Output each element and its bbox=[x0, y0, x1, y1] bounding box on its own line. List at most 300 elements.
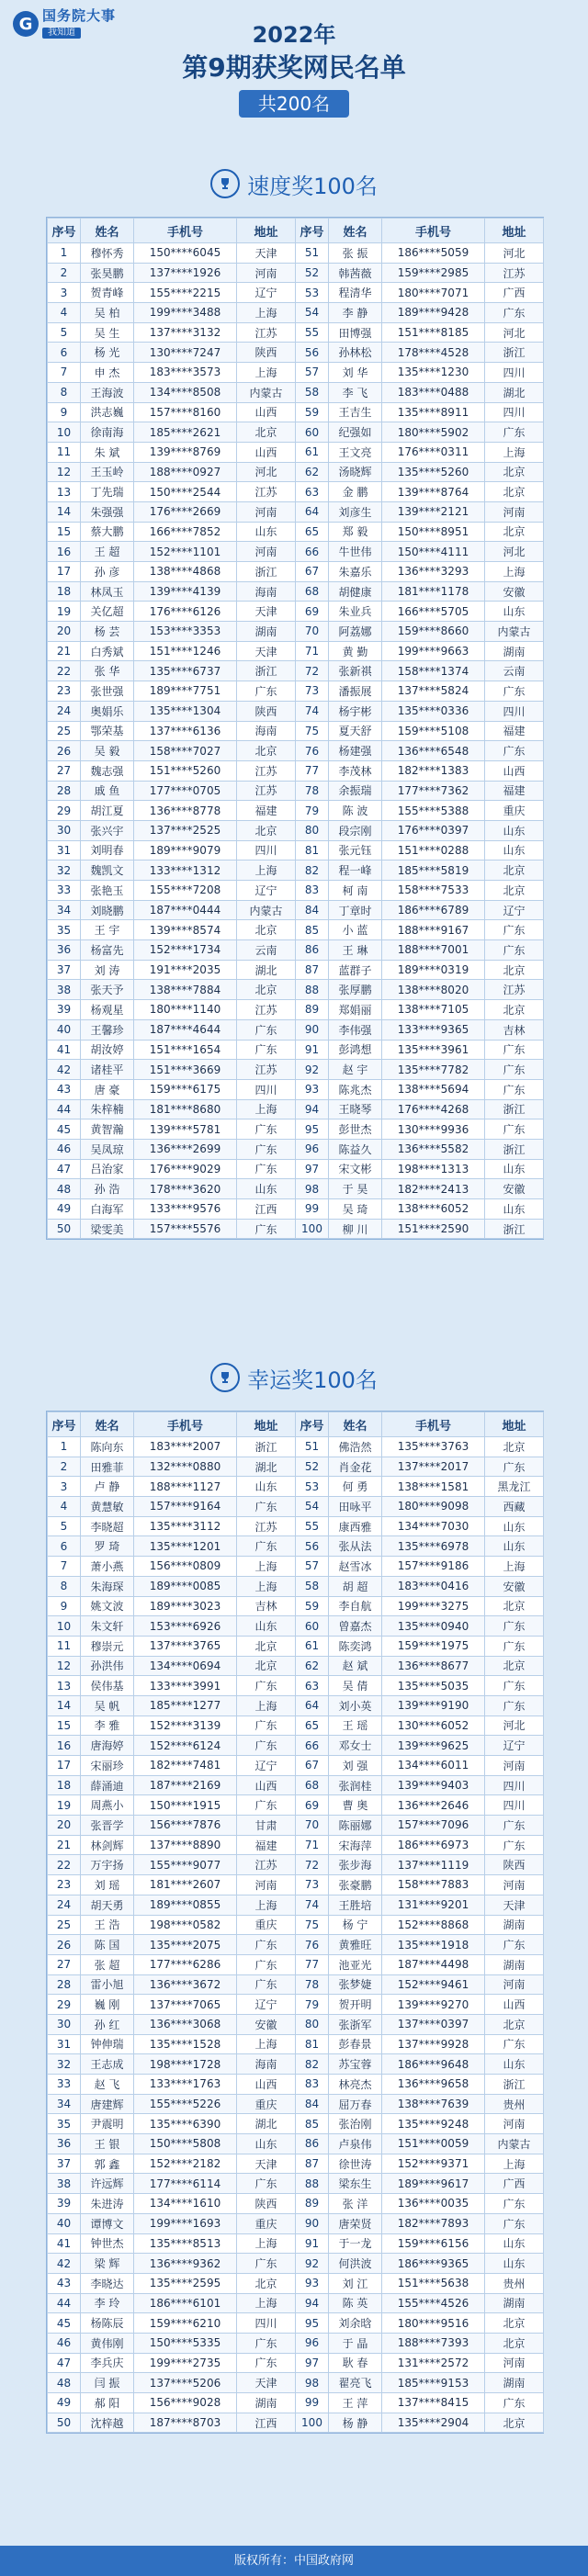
cell-name: 彭世杰 bbox=[329, 1119, 382, 1140]
cell-index: 29 bbox=[48, 1995, 81, 2015]
cell-phone: 135****1304 bbox=[134, 701, 237, 721]
cell-phone: 137****1119 bbox=[382, 1855, 485, 1875]
cell-phone: 137****2017 bbox=[382, 1457, 485, 1477]
table-row bbox=[48, 1119, 544, 1140]
table-row bbox=[48, 960, 544, 980]
cell-index: 4 bbox=[48, 1497, 81, 1517]
cell-address: 北京 bbox=[237, 422, 296, 443]
cell-name: 贺开明 bbox=[329, 1995, 382, 2015]
cell-index: 94 bbox=[296, 2293, 329, 2313]
cell-address: 北京 bbox=[485, 1000, 544, 1020]
cell-name: 杨 光 bbox=[81, 343, 134, 363]
cell-index: 17 bbox=[48, 562, 81, 582]
cell-phone: 136****5582 bbox=[382, 1139, 485, 1159]
cell-name: 黄智瀚 bbox=[81, 1119, 134, 1140]
cell-index: 88 bbox=[296, 2174, 329, 2194]
cell-name: 郭 鑫 bbox=[81, 2154, 134, 2174]
cell-phone: 188****1127 bbox=[134, 1477, 237, 1497]
cell-index: 63 bbox=[296, 1676, 329, 1696]
cell-address: 四川 bbox=[485, 402, 544, 422]
cell-index: 16 bbox=[48, 1736, 81, 1756]
cell-address: 河南 bbox=[237, 263, 296, 283]
cell-name: 申 杰 bbox=[81, 363, 134, 383]
cell-phone: 135****2075 bbox=[134, 1935, 237, 1955]
cell-address: 天津 bbox=[485, 1895, 544, 1915]
cell-address: 贵州 bbox=[485, 2094, 544, 2114]
cell-phone: 166****5705 bbox=[382, 602, 485, 622]
cell-address: 广东 bbox=[485, 920, 544, 940]
cell-phone: 137****2525 bbox=[134, 820, 237, 840]
cell-name: 赵 飞 bbox=[81, 2075, 134, 2095]
table-row bbox=[48, 2194, 544, 2214]
table-row bbox=[48, 1079, 544, 1099]
cell-phone: 182****7893 bbox=[382, 2213, 485, 2233]
cell-index: 19 bbox=[48, 1795, 81, 1816]
cell-index: 15 bbox=[48, 1715, 81, 1736]
cell-phone: 198****1728 bbox=[134, 2054, 237, 2075]
cell-address: 广东 bbox=[485, 1079, 544, 1099]
cell-name: 朱业兵 bbox=[329, 602, 382, 622]
cell-address: 北京 bbox=[237, 2273, 296, 2293]
cell-name: 徐南海 bbox=[81, 422, 134, 443]
table-row bbox=[48, 2254, 544, 2274]
cell-address: 北京 bbox=[485, 2313, 544, 2334]
cell-address: 河北 bbox=[485, 1715, 544, 1736]
cell-phone: 189****9079 bbox=[134, 840, 237, 861]
column-header: 手机号 bbox=[382, 1412, 485, 1437]
cell-phone: 155****9077 bbox=[134, 1855, 237, 1875]
cell-index: 54 bbox=[296, 303, 329, 323]
cell-address: 辽宁 bbox=[237, 1995, 296, 2015]
cell-address: 天津 bbox=[237, 243, 296, 264]
cell-name: 赵 宇 bbox=[329, 1060, 382, 1080]
cell-phone: 135****1918 bbox=[382, 1935, 485, 1955]
cell-address: 广东 bbox=[485, 1616, 544, 1637]
cell-phone: 166****7852 bbox=[134, 522, 237, 542]
cell-address: 北京 bbox=[237, 741, 296, 761]
cell-name: 翟亮飞 bbox=[329, 2373, 382, 2393]
cell-index: 71 bbox=[296, 1835, 329, 1855]
cell-phone: 136****3672 bbox=[134, 1974, 237, 1995]
cell-address: 北京 bbox=[237, 1636, 296, 1656]
cell-name: 王海波 bbox=[81, 382, 134, 402]
cell-index: 24 bbox=[48, 1895, 81, 1915]
cell-phone: 136****2699 bbox=[134, 1139, 237, 1159]
cell-index: 53 bbox=[296, 1477, 329, 1497]
cell-name: 刘明春 bbox=[81, 840, 134, 861]
cell-index: 84 bbox=[296, 2094, 329, 2114]
cell-address: 海南 bbox=[237, 581, 296, 602]
cell-index: 78 bbox=[296, 781, 329, 801]
cell-index: 96 bbox=[296, 1139, 329, 1159]
cell-index: 51 bbox=[296, 243, 329, 264]
cell-index: 18 bbox=[48, 1775, 81, 1795]
cell-phone: 131****9201 bbox=[382, 1895, 485, 1915]
cell-name: 张元钰 bbox=[329, 840, 382, 861]
cell-index: 38 bbox=[48, 980, 81, 1000]
cell-address: 广东 bbox=[485, 1119, 544, 1140]
cell-index: 46 bbox=[48, 2333, 81, 2353]
cell-name: 宋文彬 bbox=[329, 1159, 382, 1179]
cell-phone: 189****0085 bbox=[134, 1576, 237, 1596]
cell-name: 王 萍 bbox=[329, 2393, 382, 2413]
cell-name: 余振瑞 bbox=[329, 781, 382, 801]
cell-index: 98 bbox=[296, 2373, 329, 2393]
cell-phone: 137****7065 bbox=[134, 1995, 237, 2015]
cell-name: 孙林松 bbox=[329, 343, 382, 363]
cell-phone: 187****2169 bbox=[134, 1775, 237, 1795]
cell-index: 59 bbox=[296, 1596, 329, 1616]
cell-phone: 198****1313 bbox=[382, 1159, 485, 1179]
cell-index: 63 bbox=[296, 482, 329, 502]
table-row bbox=[48, 482, 544, 502]
cell-address: 上海 bbox=[485, 562, 544, 582]
cell-name: 邓女士 bbox=[329, 1736, 382, 1756]
cell-index: 88 bbox=[296, 980, 329, 1000]
cell-name: 钟世杰 bbox=[81, 2233, 134, 2254]
table-row bbox=[48, 881, 544, 901]
cell-phone: 152****9371 bbox=[382, 2154, 485, 2174]
cell-name: 王 浩 bbox=[81, 1915, 134, 1935]
cell-index: 67 bbox=[296, 1756, 329, 1776]
cell-phone: 185****1277 bbox=[134, 1695, 237, 1715]
cell-phone: 151****2590 bbox=[382, 1219, 485, 1239]
cell-phone: 155****4526 bbox=[382, 2293, 485, 2313]
cell-phone: 191****2035 bbox=[134, 960, 237, 980]
cell-address: 广东 bbox=[485, 1040, 544, 1060]
cell-phone: 187****8703 bbox=[134, 2413, 237, 2433]
cell-index: 70 bbox=[296, 622, 329, 642]
cell-phone: 159****8660 bbox=[382, 622, 485, 642]
cell-phone: 138****5694 bbox=[382, 1079, 485, 1099]
cell-address: 山西 bbox=[237, 2075, 296, 2095]
cell-index: 25 bbox=[48, 1915, 81, 1935]
cell-name: 吕治家 bbox=[81, 1159, 134, 1179]
cell-address: 上海 bbox=[237, 363, 296, 383]
cell-phone: 151****5638 bbox=[382, 2273, 485, 2293]
cell-address: 广西 bbox=[485, 2174, 544, 2194]
cell-name: 李伟强 bbox=[329, 1019, 382, 1040]
cell-name: 蓝群子 bbox=[329, 960, 382, 980]
cell-index: 1 bbox=[48, 1437, 81, 1457]
cell-name: 孙洪伟 bbox=[81, 1656, 134, 1676]
cell-name: 牛世伟 bbox=[329, 542, 382, 562]
cell-phone: 199****9663 bbox=[382, 641, 485, 661]
cell-name: 杨陈辰 bbox=[81, 2313, 134, 2334]
cell-index: 10 bbox=[48, 422, 81, 443]
cell-name: 侯伟基 bbox=[81, 1676, 134, 1696]
cell-index: 56 bbox=[296, 1536, 329, 1557]
table-row bbox=[48, 562, 544, 582]
cell-phone: 137****0397 bbox=[382, 2014, 485, 2034]
cell-address: 上海 bbox=[237, 1576, 296, 1596]
cell-phone: 135****1230 bbox=[382, 363, 485, 383]
cell-name: 于 昊 bbox=[329, 1179, 382, 1199]
cell-index: 97 bbox=[296, 2353, 329, 2373]
cell-address: 重庆 bbox=[237, 1915, 296, 1935]
cell-address: 河南 bbox=[485, 501, 544, 522]
cell-phone: 155****2215 bbox=[134, 283, 237, 303]
cell-address: 广东 bbox=[237, 1040, 296, 1060]
cell-index: 28 bbox=[48, 781, 81, 801]
cell-phone: 150****8951 bbox=[382, 522, 485, 542]
cell-index: 8 bbox=[48, 382, 81, 402]
column-header: 地址 bbox=[237, 1412, 296, 1437]
table-row bbox=[48, 2373, 544, 2393]
cell-address: 江苏 bbox=[237, 1516, 296, 1536]
cell-phone: 176****0311 bbox=[382, 442, 485, 462]
cell-address: 浙江 bbox=[237, 562, 296, 582]
table-row bbox=[48, 1736, 544, 1756]
total-badge: 共200名 bbox=[239, 90, 349, 118]
cell-name: 王 宇 bbox=[81, 920, 134, 940]
cell-index: 68 bbox=[296, 581, 329, 602]
cell-index: 41 bbox=[48, 2233, 81, 2254]
cell-phone: 139****8769 bbox=[134, 442, 237, 462]
cell-phone: 151****8185 bbox=[382, 322, 485, 343]
cell-phone: 152****1734 bbox=[134, 940, 237, 961]
cell-phone: 178****4528 bbox=[382, 343, 485, 363]
cell-name: 彭鸿想 bbox=[329, 1040, 382, 1060]
cell-phone: 180****7071 bbox=[382, 283, 485, 303]
cell-address: 湖南 bbox=[237, 2393, 296, 2413]
cell-address: 山西 bbox=[237, 442, 296, 462]
cell-index: 86 bbox=[296, 2134, 329, 2154]
cell-index: 75 bbox=[296, 1915, 329, 1935]
cell-name: 梁 辉 bbox=[81, 2254, 134, 2274]
cell-phone: 136****8677 bbox=[382, 1656, 485, 1676]
cell-index: 86 bbox=[296, 940, 329, 961]
cell-index: 11 bbox=[48, 442, 81, 462]
cell-name: 唐建辉 bbox=[81, 2094, 134, 2114]
cell-index: 20 bbox=[48, 622, 81, 642]
cell-address: 北京 bbox=[485, 2413, 544, 2433]
cell-index: 80 bbox=[296, 2014, 329, 2034]
cell-name: 尹震明 bbox=[81, 2114, 134, 2134]
table-row bbox=[48, 1756, 544, 1776]
cell-name: 宋丽珍 bbox=[81, 1756, 134, 1776]
cell-address: 河南 bbox=[237, 501, 296, 522]
cell-index: 9 bbox=[48, 402, 81, 422]
cell-index: 41 bbox=[48, 1040, 81, 1060]
cell-index: 78 bbox=[296, 1974, 329, 1995]
table-row bbox=[48, 1915, 544, 1935]
cell-index: 47 bbox=[48, 1159, 81, 1179]
cell-index: 48 bbox=[48, 1179, 81, 1199]
cell-address: 广东 bbox=[237, 1139, 296, 1159]
table-row bbox=[48, 2094, 544, 2114]
cell-address: 天津 bbox=[237, 602, 296, 622]
cell-index: 85 bbox=[296, 2114, 329, 2134]
cell-phone: 130****6052 bbox=[382, 1715, 485, 1736]
cell-name: 黄慧敏 bbox=[81, 1497, 134, 1517]
cell-phone: 139****4139 bbox=[134, 581, 237, 602]
cell-name: 田咏平 bbox=[329, 1497, 382, 1517]
cell-index: 17 bbox=[48, 1756, 81, 1776]
logo-main: 国务院大事 bbox=[42, 7, 117, 24]
cell-name: 诸桂平 bbox=[81, 1060, 134, 1080]
cell-address: 广东 bbox=[485, 1835, 544, 1855]
table-row bbox=[48, 1676, 544, 1696]
cell-index: 6 bbox=[48, 343, 81, 363]
table-row bbox=[48, 303, 544, 323]
table-row bbox=[48, 622, 544, 642]
cell-index: 77 bbox=[296, 1954, 329, 1974]
cell-phone: 185****5819 bbox=[382, 861, 485, 881]
cell-name: 魏凯文 bbox=[81, 861, 134, 881]
cell-phone: 156****9028 bbox=[134, 2393, 237, 2413]
cell-address: 四川 bbox=[237, 2313, 296, 2334]
table-row bbox=[48, 2114, 544, 2134]
table-row bbox=[48, 1477, 544, 1497]
cell-phone: 151****1246 bbox=[134, 641, 237, 661]
cell-name: 张晋学 bbox=[81, 1816, 134, 1836]
cell-index: 43 bbox=[48, 1079, 81, 1099]
cell-address: 山东 bbox=[237, 1616, 296, 1637]
column-header: 手机号 bbox=[134, 1412, 237, 1437]
cell-name: 吴 帆 bbox=[81, 1695, 134, 1715]
cell-address: 广东 bbox=[485, 422, 544, 443]
cell-index: 1 bbox=[48, 243, 81, 264]
cell-name: 刘彦生 bbox=[329, 501, 382, 522]
cell-phone: 152****9461 bbox=[382, 1974, 485, 1995]
cell-name: 梁东生 bbox=[329, 2174, 382, 2194]
cell-index: 5 bbox=[48, 322, 81, 343]
cell-index: 6 bbox=[48, 1536, 81, 1557]
cell-address: 广东 bbox=[237, 1795, 296, 1816]
cell-address: 广东 bbox=[485, 1816, 544, 1836]
cell-name: 金 鹏 bbox=[329, 482, 382, 502]
cell-index: 7 bbox=[48, 363, 81, 383]
cell-address: 四川 bbox=[237, 1079, 296, 1099]
footer: 版权所有：中国政府网 bbox=[0, 2546, 588, 2576]
cell-index: 97 bbox=[296, 1159, 329, 1179]
speed-award-table bbox=[46, 217, 544, 1240]
cell-name: 陈 波 bbox=[329, 801, 382, 821]
cell-address: 广东 bbox=[237, 1736, 296, 1756]
cell-phone: 198****0582 bbox=[134, 1915, 237, 1935]
cell-name: 陈奕鸿 bbox=[329, 1636, 382, 1656]
cell-index: 21 bbox=[48, 641, 81, 661]
cell-phone: 135****5260 bbox=[382, 462, 485, 482]
cell-name: 贺青峰 bbox=[81, 283, 134, 303]
cell-address: 浙江 bbox=[237, 1437, 296, 1457]
cell-index: 80 bbox=[296, 820, 329, 840]
cell-phone: 177****6114 bbox=[134, 2174, 237, 2194]
cell-address: 湖南 bbox=[237, 622, 296, 642]
cell-phone: 135****8513 bbox=[134, 2233, 237, 2254]
cell-name: 刘余晗 bbox=[329, 2313, 382, 2334]
cell-name: 白海军 bbox=[81, 1199, 134, 1220]
cell-phone: 186****6973 bbox=[382, 1835, 485, 1855]
cell-address: 上海 bbox=[237, 1099, 296, 1119]
table-row bbox=[48, 641, 544, 661]
table-row bbox=[48, 2034, 544, 2054]
cell-name: 何 勇 bbox=[329, 1477, 382, 1497]
cell-index: 72 bbox=[296, 1855, 329, 1875]
cell-index: 87 bbox=[296, 2154, 329, 2174]
cell-index: 27 bbox=[48, 760, 81, 781]
cell-phone: 135****9248 bbox=[382, 2114, 485, 2134]
cell-index: 60 bbox=[296, 422, 329, 443]
cell-address: 内蒙古 bbox=[485, 622, 544, 642]
cell-name: 杨观星 bbox=[81, 1000, 134, 1020]
cell-address: 广东 bbox=[485, 2034, 544, 2054]
cell-name: 胡健康 bbox=[329, 581, 382, 602]
cell-name: 程一峰 bbox=[329, 861, 382, 881]
cell-name: 罗 琦 bbox=[81, 1536, 134, 1557]
cell-address: 山东 bbox=[485, 1516, 544, 1536]
cell-index: 25 bbox=[48, 721, 81, 741]
cell-address: 湖南 bbox=[485, 641, 544, 661]
cell-phone: 137****8890 bbox=[134, 1835, 237, 1855]
cell-name: 杨宇彬 bbox=[329, 701, 382, 721]
cell-name: 朱进涛 bbox=[81, 2194, 134, 2214]
cell-phone: 183****0488 bbox=[382, 382, 485, 402]
table-row bbox=[48, 1457, 544, 1477]
cell-index: 93 bbox=[296, 2273, 329, 2293]
cell-address: 湖南 bbox=[485, 1915, 544, 1935]
cell-index: 14 bbox=[48, 1695, 81, 1715]
table-row bbox=[48, 581, 544, 602]
cell-address: 云南 bbox=[237, 940, 296, 961]
cell-address: 北京 bbox=[485, 881, 544, 901]
winners-table bbox=[47, 218, 544, 1239]
table-row bbox=[48, 442, 544, 462]
cell-phone: 199****3488 bbox=[134, 303, 237, 323]
cell-index: 26 bbox=[48, 741, 81, 761]
cell-name: 胡天勇 bbox=[81, 1895, 134, 1915]
cell-phone: 186****6789 bbox=[382, 900, 485, 920]
table-row bbox=[48, 1199, 544, 1220]
table-row bbox=[48, 1576, 544, 1596]
cell-address: 河北 bbox=[237, 462, 296, 482]
cell-phone: 137****1926 bbox=[134, 263, 237, 283]
cell-phone: 185****2621 bbox=[134, 422, 237, 443]
cell-phone: 152****1101 bbox=[134, 542, 237, 562]
cell-name: 小 蓝 bbox=[329, 920, 382, 940]
cell-index: 33 bbox=[48, 2075, 81, 2095]
cell-index: 27 bbox=[48, 1954, 81, 1974]
cell-address: 海南 bbox=[237, 721, 296, 741]
cell-name: 王 银 bbox=[81, 2134, 134, 2154]
cell-name: 李茂林 bbox=[329, 760, 382, 781]
cell-index: 82 bbox=[296, 861, 329, 881]
cell-name: 黄伟刚 bbox=[81, 2333, 134, 2353]
cell-address: 湖南 bbox=[485, 2293, 544, 2313]
cell-index: 65 bbox=[296, 1715, 329, 1736]
cell-address: 上海 bbox=[485, 2154, 544, 2174]
cell-name: 刘 华 bbox=[329, 363, 382, 383]
cell-index: 55 bbox=[296, 1516, 329, 1536]
cell-phone: 135****5035 bbox=[382, 1676, 485, 1696]
cell-phone: 151****0288 bbox=[382, 840, 485, 861]
column-header: 地址 bbox=[237, 219, 296, 243]
cell-phone: 136****3068 bbox=[134, 2014, 237, 2034]
table-row bbox=[48, 1219, 544, 1239]
cell-name: 朱海琛 bbox=[81, 1576, 134, 1596]
cell-phone: 135****1528 bbox=[134, 2034, 237, 2054]
cell-index: 3 bbox=[48, 283, 81, 303]
cell-phone: 139****9403 bbox=[382, 1775, 485, 1795]
cell-name: 徐世涛 bbox=[329, 2154, 382, 2174]
table-row bbox=[48, 501, 544, 522]
cell-index: 50 bbox=[48, 2413, 81, 2433]
cell-phone: 137****6136 bbox=[134, 721, 237, 741]
cell-index: 32 bbox=[48, 861, 81, 881]
cell-phone: 135****0940 bbox=[382, 1616, 485, 1637]
cell-phone: 150****4111 bbox=[382, 542, 485, 562]
